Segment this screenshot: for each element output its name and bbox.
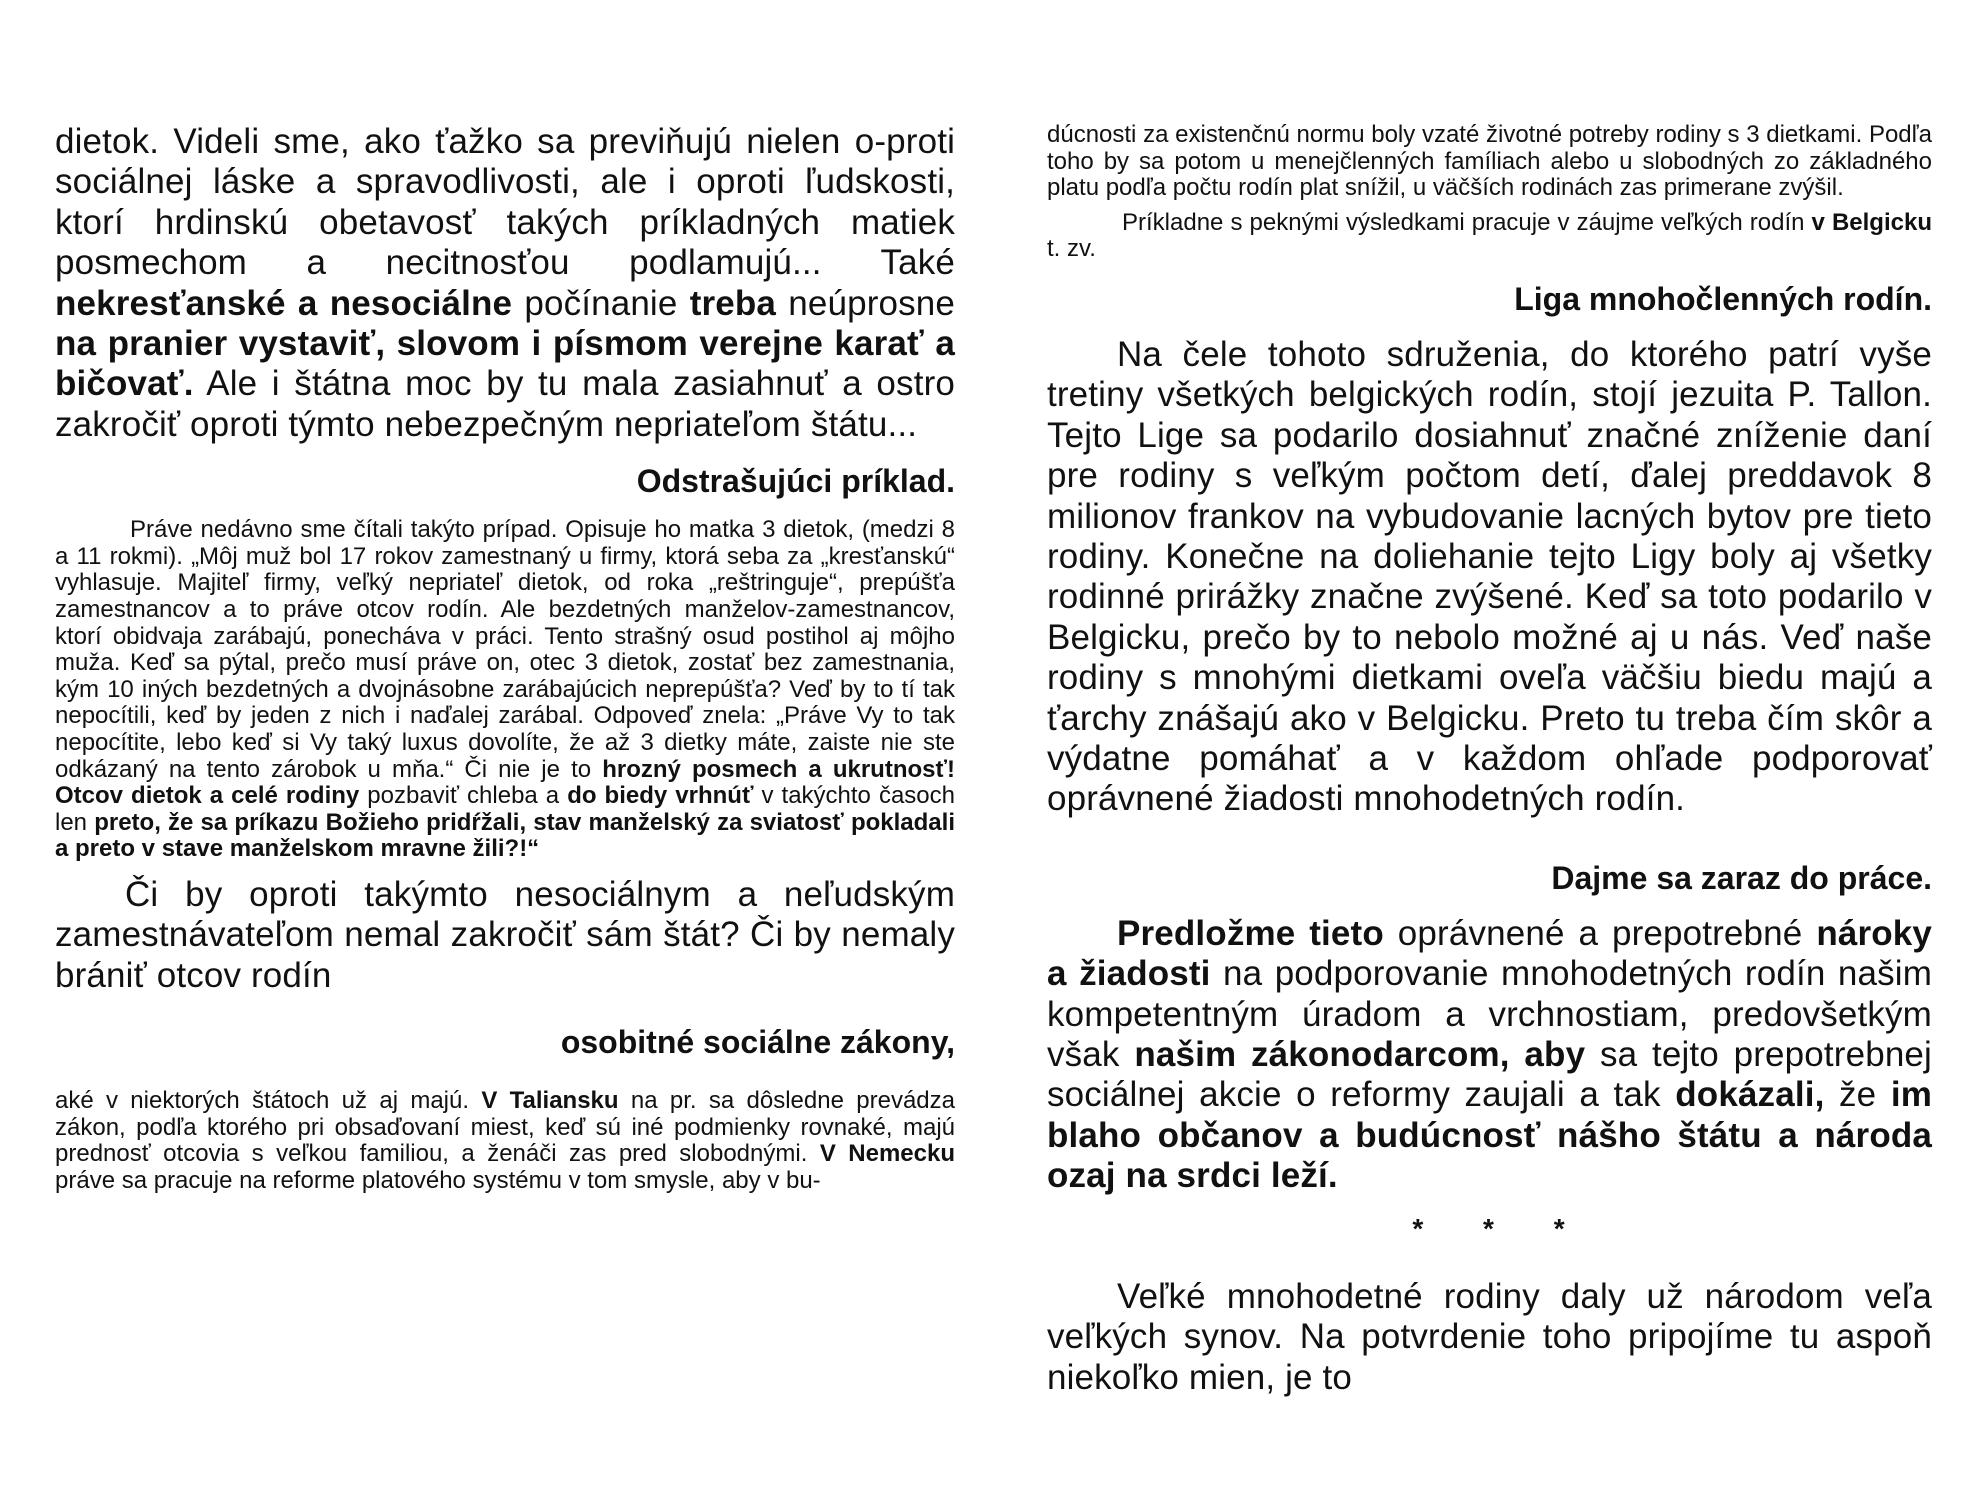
right-paragraph-2: [1047, 210, 1932, 263]
text-run: neúprosne: [776, 283, 956, 323]
left-heading-odstrasujuci: Odstrašujúci príklad.: [636, 463, 955, 500]
bold-run: nekresťanské a nesociálne: [55, 283, 513, 323]
text-run: na pr. sa dôsledne prevádza zákon, podľa ktorého pri obsaďovaní miest, keď sú iné podmienky rovnaké, majú prednosť otcovia s veľkou familiou, a ženáči zas pred slobodnými.: [55, 1087, 955, 1168]
text-run: počínanie: [512, 283, 690, 323]
left-heading-zakony: osobitné sociálne zákony,: [560, 1024, 955, 1061]
text-run: dietok. Videli sme, ako ťažko sa previňujú nielen o-proti sociálnej láske a spravodlivosti, ale i oproti ľudskosti, ktorí hrdinskú obetavosť takých príkladných matiek posmechom a necitnosťou podlamujú... Také: [55, 122, 955, 283]
bold-run: na pranier vystaviť, slovom i písmom verejne karať a bičovať.: [55, 324, 955, 404]
left-paragraph-4: [55, 1088, 955, 1194]
right-heading-dajme: Dajme sa zaraz do práce.: [1551, 859, 1932, 896]
left-column: [55, 122, 955, 1195]
bold-run: treba: [689, 283, 777, 323]
right-paragraph-3: Na čele tohoto sdruženia, do ktorého patrí vyše tretiny všetkých belgických rodín, stojí jezuita P. Tallon. Tejto Lige sa podarilo dosiahnuť značné zníženie daní pre rodiny s veľkým počtom detí, ďalej preddavok 8 milionov frankov na vybudovanie lacných bytov pre tieto rodiny. Konečne na doliehanie tejto Ligy boly aj všetky rodinné prirážky značne zvýšené. Keď sa toto podarilo v Belgicku, prečo by to nebolo možné aj u nás. Veď naše rodiny s mnohými dietkami oveľa väčšiu biedu majú a ťarchy znášajú ako v Belgicku. Preto tu treba čím skôr a výdatne pomáhať a v každom ohľade podporovať oprávnené žiadosti mnohodetných rodín.: [1047, 334, 1932, 819]
right-paragraph-5: Veľké mnohodetné rodiny daly už národom veľa veľkých synov. Na potvrdenie toho pripojíme tu aspoň niekoľko mien, je to: [1047, 1276, 1932, 1397]
right-page: [994, 0, 1988, 1500]
bold-run: našim zákonodarcom, aby: [1134, 1035, 1586, 1075]
text-run: pozbaviť chleba a: [359, 782, 568, 810]
left-paragraph-2: [55, 517, 955, 863]
bold-run: preto, že sa príkazu Božieho pridŕžali, stav manželský za sviatosť pokladali a preto v stave manželskom mravne žili?!“: [55, 808, 955, 863]
bold-run: V Taliansku: [481, 1087, 619, 1115]
text-run: Ale i štátna moc by tu mala zasiahnuť a ostro zakročiť oproti týmto nebezpečným nepriateľom štátu...: [55, 364, 955, 444]
text-run: že: [1824, 1075, 1891, 1115]
right-paragraph-1: dúcnosti za existenčnú normu boly vzaté životné potreby rodiny s 3 dietkami. Podľa toho by sa potom u menejčlenných famíliach alebo u slobodných zo základného platu podľa počtu rodín plat snížil, u väčších rodinách zas primerane zvýšil.: [1047, 121, 1932, 202]
left-paragraph-1: [55, 122, 955, 445]
text-run: v takýchto časoch len: [55, 782, 955, 836]
text-run: aké v niektorých štátoch už aj majú.: [55, 1087, 482, 1115]
bold-run: nároky a žiadosti: [1047, 913, 1932, 994]
text-run: Príkladne s peknými výsledkami pracuje v záujme veľkých rodín: [1122, 208, 1812, 236]
text-run: na podporovanie mnohodetných rodín našim kompetentným úradom a vrchnostiam, predovšetkým však: [1047, 954, 1932, 1075]
bold-run: dokázali,: [1675, 1075, 1825, 1115]
left-paragraph-3: Či by oproti takýmto nesociálnym a neľudským zamestnávateľom nemal zakročiť sám štát? Či by nemaly brániť otcov rodín: [55, 874, 955, 995]
text-run: oprávnené a prepotrebné: [1383, 913, 1817, 953]
right-paragraph-4: [1047, 914, 1932, 1197]
text-run: sa tejto prepotrebnej sociálnej akcie o reformy zaujali a tak: [1047, 1035, 1932, 1115]
text-run: t. zv.: [1047, 235, 1096, 263]
text-run: práve sa pracuje na reforme platového systému v tom smysle, aby v bu-: [55, 1166, 821, 1194]
right-heading-liga: Liga mnohočlenných rodín.: [1514, 280, 1932, 317]
right-column: [1047, 122, 1932, 1398]
bold-run: v Belgicku: [1811, 208, 1932, 236]
bold-run: Predložme tieto: [1117, 913, 1384, 953]
bold-run: hrozný posmech a ukrutnosť! Otcov dietok a celé rodiny: [55, 755, 955, 810]
bold-run: V Nemecku: [819, 1140, 955, 1168]
section-divider-stars: * * *: [1412, 1212, 1591, 1244]
bold-run: do biedy vrhnúť: [567, 782, 754, 810]
bold-run: im blaho občanov a budúcnosť nášho štátu a národa ozaj na srdci leží.: [1047, 1075, 1933, 1196]
text-run: Práve nedávno sme čítali takýto prípad. Opisuje ho matka 3 dietok, (medzi 8 a 11 rokmi). „Môj muž bol 17 rokov zamestnaný u firmy, ktorá seba za „kresťanskú“ vyhlasuje. Majiteľ firmy, veľký nepriateľ dietok, od roka „reštringuje“, prepúšťa zamestnancov a to práve otcov rodín. Ale bezdetných manželov-zamestnancov, ktorí obidvaja zarábajú, ponecháva v práci. Tento strašný osud postihol aj môjho muža. Keď sa pýtal, prečo musí práve on, otec 3 dietok, zostať bez zamestnania, kým 10 iných bezdetných a dvojnásobne zarábajúcich neprepúšťa? Veď by to tí tak nepocítili, keď by jeden z nich i naďalej zarábal. Odpoveď znela: „Práve Vy to tak nepocítite, lebo keď si Vy taký luxus dovolíte, že až 3 dietky máte, zaiste nie ste odkázaný na tento zárobok u mňa.“ Či nie je to: [55, 516, 955, 783]
